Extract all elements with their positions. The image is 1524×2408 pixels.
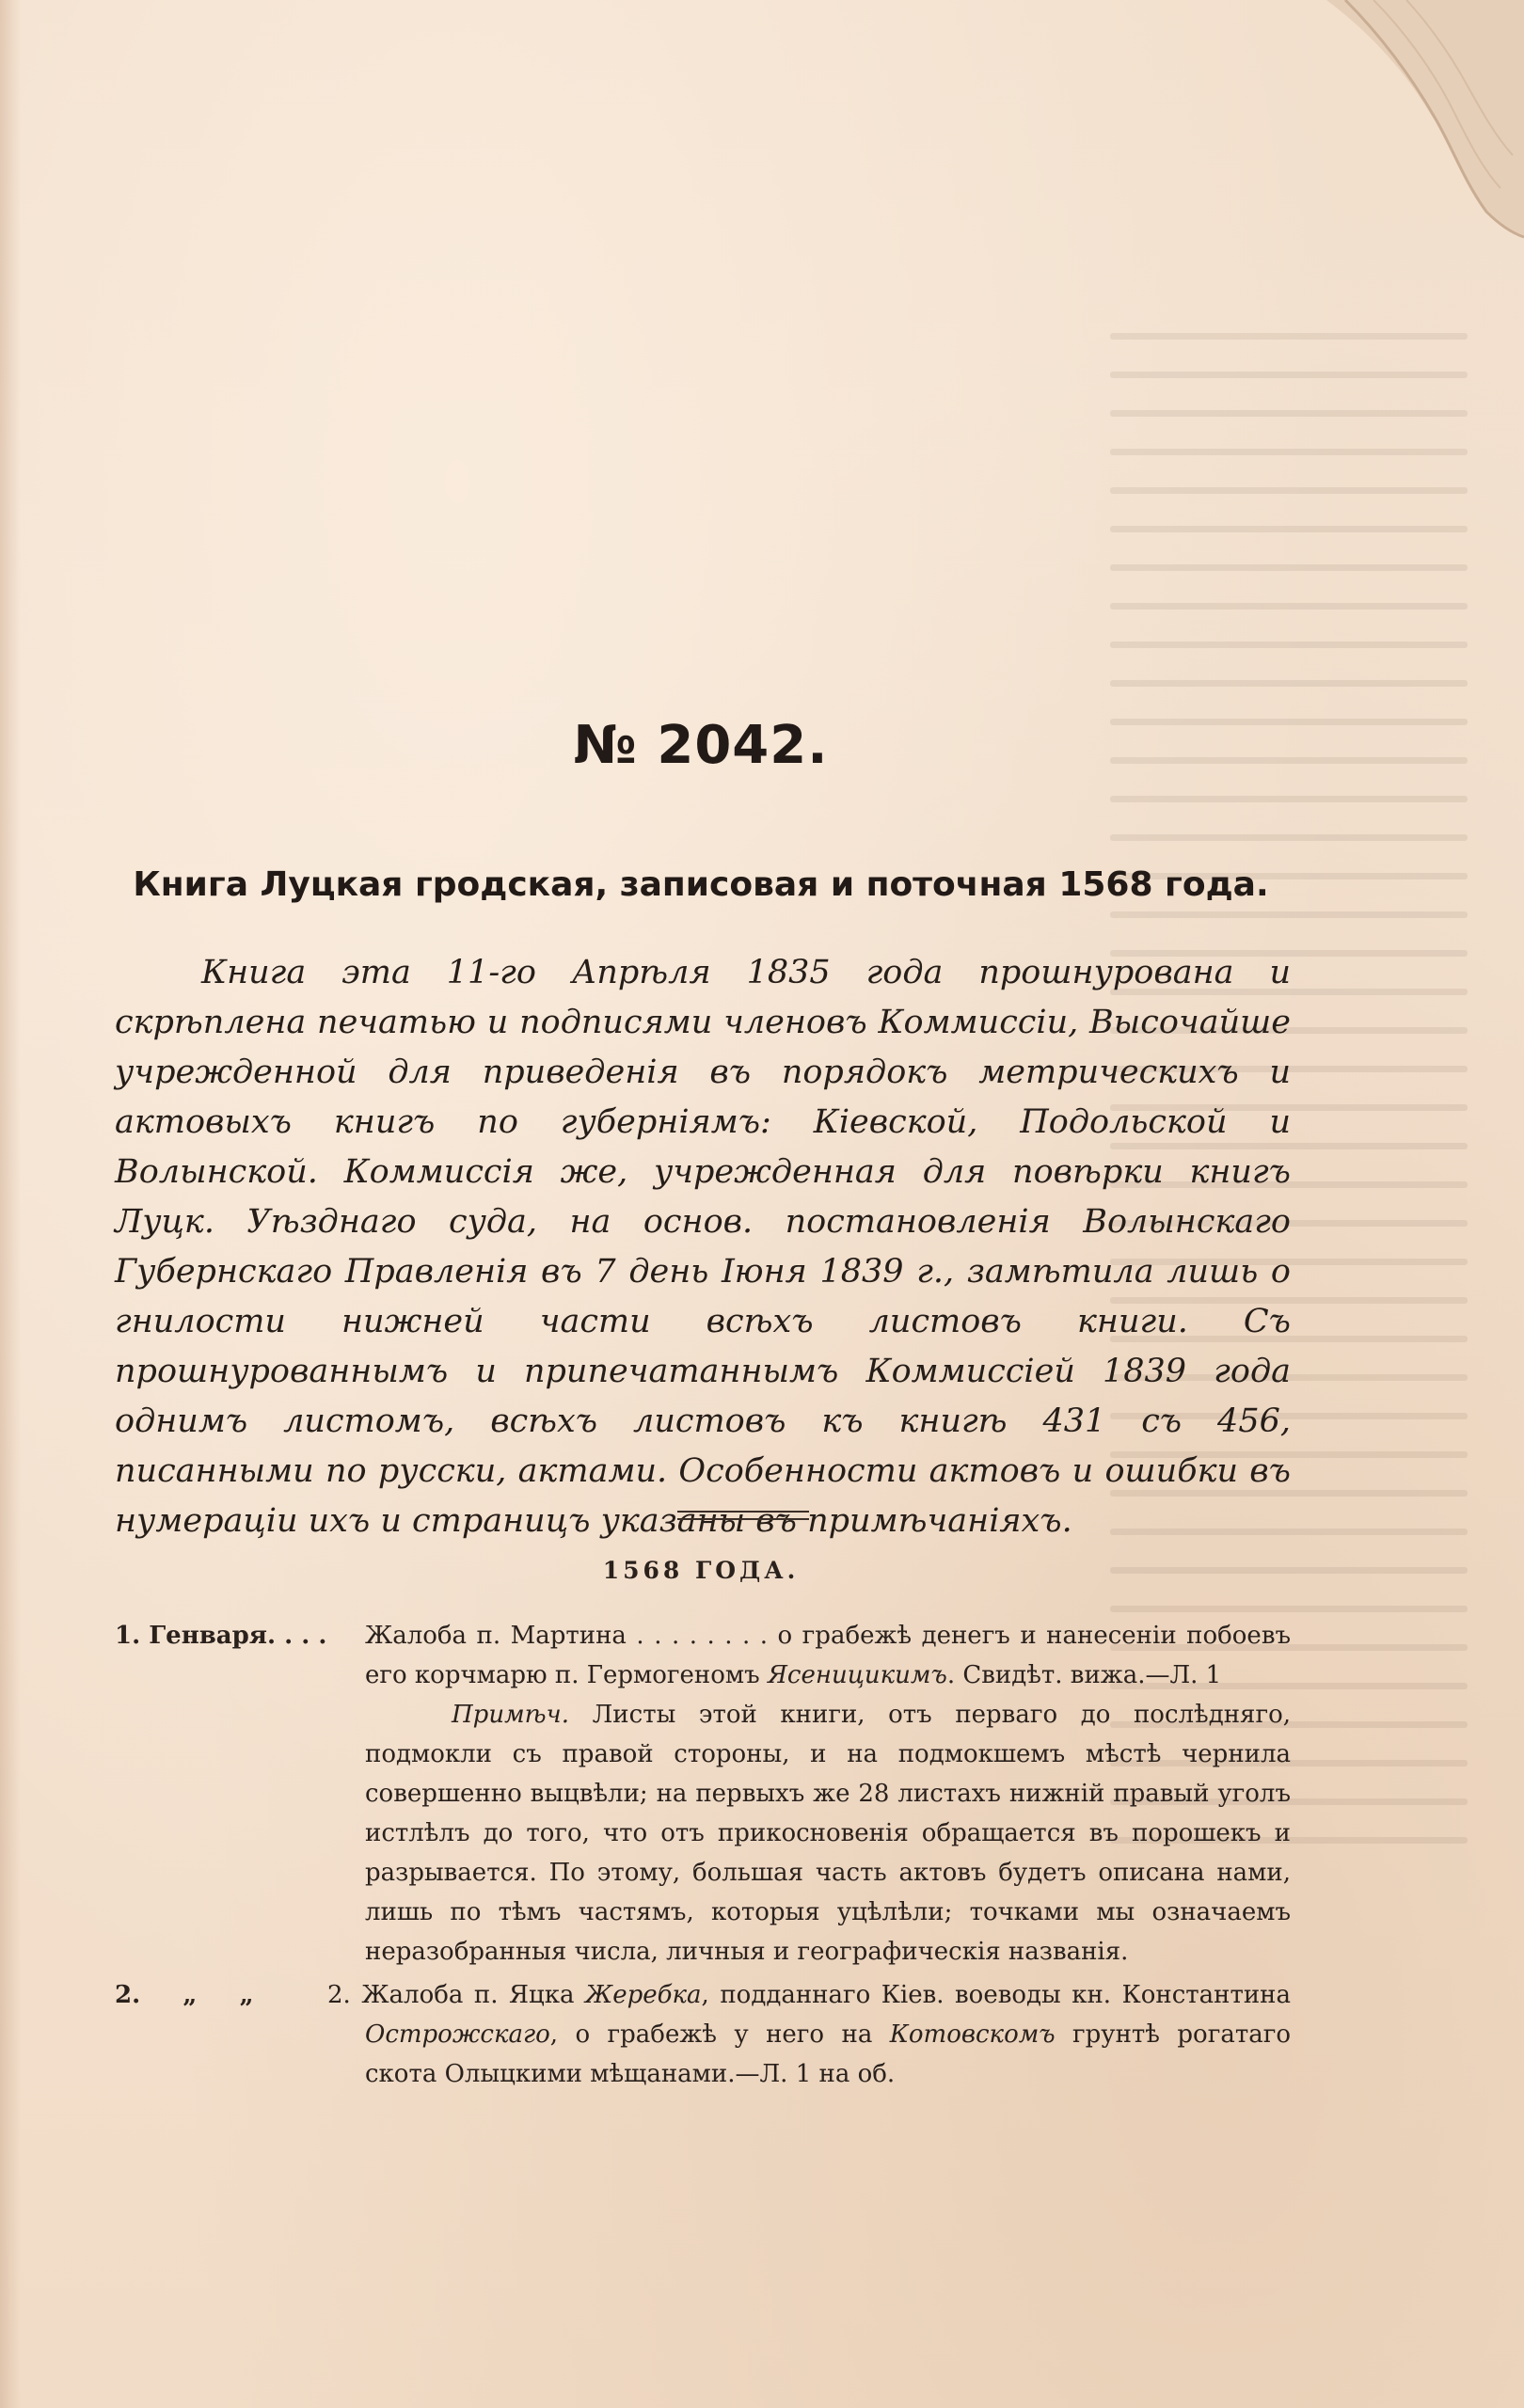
entry-text: Жалоба п. Яцка	[361, 1981, 586, 2009]
year-heading: 1568 ГОДА.	[602, 1557, 800, 1584]
document-number-heading: № 2042.	[573, 715, 829, 776]
entry-2	[115, 1975, 1291, 2094]
book-title: Книга Луцкая гродская, записовая и поточная 1568 года.	[133, 865, 1269, 904]
intro-paragraph: Книга эта 11-го Апрѣля 1835 года прошнурована и скрѣплена печатью и подписями членовъ Коммиссіи, Высочайше учрежденной для приведенія въ порядокъ метрическихъ и актовыхъ книгъ по губерніямъ: Кіевской, Подольской и Волынской. Коммиссія же, учрежденная для повѣрки книгъ Луцк. Уѣзднаго суда, на основ. постановленія Волынскаго Губернскаго Правленія въ 7 день Іюня 1839 г., замѣтила лишь о гнилости нижней части всѣхъ листовъ книги. Съ прошнурованнымъ и припечатаннымъ Коммиссіей 1839 года однимъ листомъ, всѣхъ листовъ къ книгѣ 431 съ 456, писанными по русски, актами. Особенности актовъ и ошибки въ нумераціи ихъ и страницъ указаны въ примѣчаніяхъ.	[115, 954, 1291, 1540]
entries-list	[115, 1616, 1291, 2098]
entry-body	[327, 1975, 1291, 2094]
entry-text: грунтѣ рогатаго скота Олыцкими мѣщанами.—Л. 1 на об.	[365, 2020, 1291, 2088]
note-label: Примѣч.	[452, 1701, 569, 1729]
note-text: Листы этой книги, отъ перваго до послѣдняго, подмокли съ правой стороны, и на подмокшемъ мѣстѣ чернила совершенно выцвѣли; на первыхъ же 28 листахъ нижній правый уголъ истлѣлъ до того, что отъ прикосновенія обращается въ порошекъ и разрывается. По этому, большая часть актовъ будетъ описана нами, лишь по тѣмъ частямъ, которыя уцѣлѣли; точками мы означаемъ неразобранныя числа, личныя и географическія названія.	[365, 1701, 1291, 1966]
entry-text: Жалоба п. Мартина . . . . . . . . о грабежѣ денегъ и нанесеніи побоевъ его корчмарю п. Гермогеномъ	[365, 1622, 1291, 1689]
entry-text-italic: Жеребка	[585, 1981, 702, 2009]
entry-text-italic: Ясеницикимъ	[767, 1661, 947, 1689]
entry-text: , подданнаго Кіев. воеводы кн. Константина	[701, 1981, 1292, 2009]
page-edge-shadow	[0, 0, 21, 2408]
entry-1	[115, 1616, 1291, 1972]
entry-number: 2.	[327, 1981, 351, 2009]
entry-note	[365, 1695, 1291, 1972]
entry-date: 2. „ „	[115, 1981, 254, 2009]
section-divider	[677, 1511, 809, 1520]
entry-text-italic: Котовскомъ	[889, 2020, 1056, 2049]
folded-corner	[1214, 0, 1524, 254]
entry-date: 1. Генваря. . . .	[115, 1622, 327, 1650]
entry-text: . Свидѣт. вижа.—Л. 1	[946, 1661, 1222, 1689]
entry-body	[365, 1616, 1291, 1972]
entry-text-italic: Острожскаго	[365, 2020, 550, 2049]
entry-text: , о грабежѣ у него на	[549, 2020, 890, 2049]
